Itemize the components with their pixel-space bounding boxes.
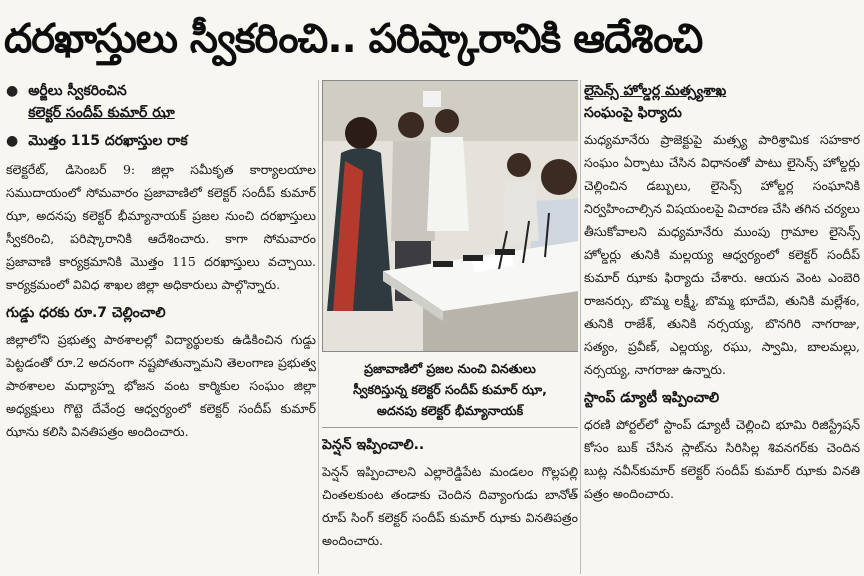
bullet-dot-icon: ● [6, 133, 19, 149]
middle-column [322, 80, 578, 574]
caption-line: స్వీకరిస్తున్న కలెక్టర్ సందీప్ కుమార్ ఝా, [353, 382, 547, 397]
subheading: పెన్షన్ ఇప్పించాలి.. [322, 437, 425, 453]
right-column [584, 80, 860, 574]
caption-line: అదనపు కలెక్టర్ భీమ్యానాయక్ [376, 403, 524, 418]
bullet-line: అర్జీలు స్వీకరించిన [28, 83, 127, 99]
bullet-line: కలెక్టర్ సందీప్ కుమార్ ఝా [28, 105, 175, 121]
subheading: స్టాంప్ డ్యూటీ ఇప్పించాలి [584, 390, 720, 406]
article-paragraph: మధ్యమానేరు ప్రాజెక్టుపై మత్స్య పారిశ్రామిక సహకార సంఘం ఏర్పాటు చేసిన విధానంతో పాటు లైసెన్స్ హోల్డర్లు చెల్లించిన డబ్బులు, లైసెన్స్ హోల్డర్ల సంఘానికి నిర్వహించాల్సిన విషయంలపై విచారణ చేసి తగిన చర్యలు తీసుకోవాలని మధ్యమానేరు ముంపు గ్రామాల లైసెన్స్ హోల్డర్లు తునికి మల్లయ్య ఆధ్వర్యంలో కలెక్టర్ సందీప్ కుమార్ ఝాకు ఫిర్యాదు చేశారు. ఆయన వెంట ఎంబెరి రాజనర్సు, బొమ్మ లక్ష్మీ, బొమ్మ భూదేవి, తునికి మల్లేశం, తునికి రాజేశ్, తునికి నర్సయ్య, బొనగిరి నాగరాజు, సత్యం, ప్రవీణ్, ఎల్లయ్య, రఘు, స్వామి, బాలమల్లు, నర్సయ్య, నాగరాజు ఉన్నారు. [584, 132, 860, 377]
left-column [6, 80, 316, 574]
caption-line: ప్రజావాణిలో ప్రజల నుంచి వినతులు [364, 361, 536, 376]
bullet-line: మొత్తం 115 దరఖాస్తుల రాక [28, 133, 188, 149]
article-paragraph: ధరణి పోర్టల్‌లో స్టాంప్ డ్యూటీ చెల్లించి భూమి రిజిస్ట్రేషన్ కోసం బుక్ చేసిన స్లాట్‌ను సిరిసిల్ల శివనగర్‌కు చెందిన బుట్ల నవీన్‌కుమార్ కలెక్టర్ సందీప్ కుమార్ ఝాకు వినతి పత్రం అందించారు. [584, 417, 860, 501]
bullet-point [6, 80, 316, 124]
article-paragraph: కలెక్టరేట్, డిసెంబర్ 9: జిల్లా సమీకృత కార్యాలయాల సముదాయంలో సోమవారం ప్రజావాణిలో కలెక్టర్ సందీప్ కుమార్ ఝా, అదనపు కలెక్టర్ భీమ్యానాయక్ ప్రజల నుంచి దరఖాస్తులు స్వీకరించి, పరిష్కారానికి ఆదేశించారు. కాగా సోమవారం ప్రజావాణి కార్యక్రమానికి మొత్తం 115 దరఖాస్తులు వచ్చాయి. కార్యక్రమంలో వివిధ శాఖల జిల్లా అధికారులు పాల్గొన్నారు. [6, 162, 316, 292]
column-divider [318, 80, 319, 574]
bullet-point [6, 130, 316, 152]
column-divider [580, 80, 581, 574]
subheading: గుడ్డు ధరకు రూ.7 చెల్లించాలి [6, 305, 166, 321]
news-photo [322, 80, 578, 352]
subheading [584, 80, 860, 124]
article-paragraph: పెన్షన్ ఇప్పించాలని ఎల్లారెడ్డిపేట మండలం గొల్లపల్లి చింతలకుంట తండాకు చెందిన దివ్యాంగుడు బానోత్ రూప్ సింగ్ కలెక్టర్ సందీప్ కుమార్ ఝాకు వినతిపత్రం అందించారు. [322, 464, 578, 548]
photo-illustration [323, 81, 578, 351]
article-paragraph: జిల్లాలోని ప్రభుత్వ పాఠశాలల్లో విద్యార్థులకు ఉడికించిన గుడ్డు పెట్టడంతో రూ.2 అదనంగా నష్టపోతున్నామని తెలంగాణ ప్రభుత్వ పాఠశాలల మధ్యాహ్న భోజన వంట కార్మికుల సంఘం జిల్లా అధ్యక్షులు గొట్టె దేవేంద్ర ఆధ్వర్యంలో కలెక్టర్ సందీప్ కుమార్ ఝాను కలిసి వినతిపత్రం అందించారు. [6, 332, 316, 439]
headline: దరఖాస్తులు స్వీకరించి.. పరిష్కారానికి ఆదేశించి [4, 16, 703, 62]
subheading-line: లైసెన్స్ హోల్డర్ల మత్స్యశాఖ [584, 83, 727, 99]
bullet-dot-icon: ● [6, 83, 19, 99]
subheading-line: సంఘంపై ఫిర్యాదు [584, 105, 682, 121]
photo-caption [322, 352, 578, 428]
